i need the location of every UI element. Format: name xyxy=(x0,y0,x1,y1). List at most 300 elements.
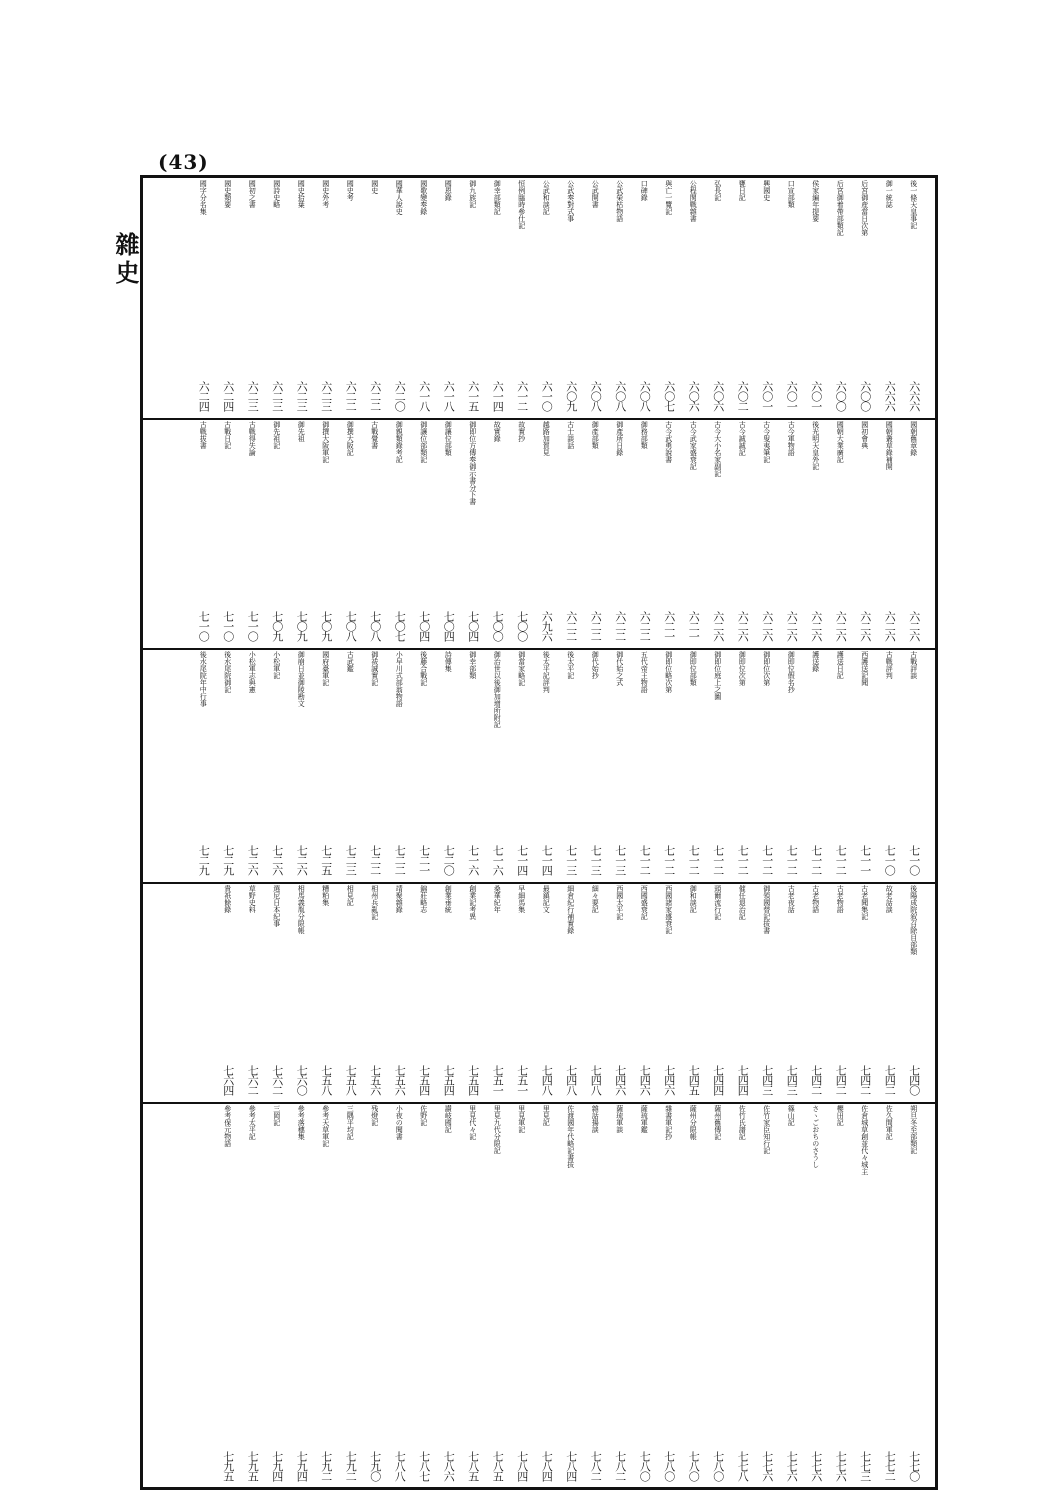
index-entry xyxy=(583,421,608,647)
entry-page-number: 七二九 xyxy=(197,845,211,875)
entry-title: 後太平記 xyxy=(566,651,575,679)
entry-title: 御即位次第 xyxy=(762,651,771,686)
index-entry xyxy=(461,885,486,1101)
entry-title: 國朝大業廣記 xyxy=(836,421,845,463)
index-entry xyxy=(706,421,731,647)
entry-page-number: 七一四 xyxy=(540,845,554,875)
index-entry xyxy=(240,651,265,881)
index-entry xyxy=(314,180,339,417)
index-entry xyxy=(828,651,853,881)
index-entry xyxy=(853,421,878,647)
entry-title: 參考天草軍記 xyxy=(321,1105,330,1147)
index-band xyxy=(144,421,934,647)
entry-title: 古今大小名家副記 xyxy=(713,421,722,477)
entry-page-number: 七二二 xyxy=(393,845,407,875)
entry-title: 御領國替記拔書 xyxy=(762,885,771,934)
index-entry xyxy=(706,651,731,881)
index-entry xyxy=(387,421,412,647)
entry-page-number: 六二三 xyxy=(295,381,309,411)
index-entry xyxy=(608,651,633,881)
entry-title: さヽごおちのさうし xyxy=(811,1105,820,1168)
entry-page-number: 七一二 xyxy=(687,845,701,875)
index-entry xyxy=(681,421,706,647)
entry-title: 國歌變奏錄 xyxy=(419,180,428,215)
index-entry xyxy=(387,1105,412,1487)
index-entry xyxy=(510,421,535,647)
index-entry xyxy=(338,180,363,417)
index-entry xyxy=(779,1105,804,1487)
entry-page-number: 六二三 xyxy=(319,381,333,411)
entry-title: 公武開書 xyxy=(591,180,600,208)
entry-page-number: 七〇八 xyxy=(344,611,358,641)
entry-title: 古今誠誠記 xyxy=(738,421,747,456)
index-entry xyxy=(191,180,216,417)
index-entry xyxy=(314,885,339,1101)
index-entry xyxy=(657,421,682,647)
entry-page-number: 七二六 xyxy=(270,845,284,875)
entry-title: 國朝舊章錄 xyxy=(909,421,918,456)
entry-page-number: 六〇一 xyxy=(809,381,823,411)
entry-page-number: 七八五 xyxy=(491,1451,505,1481)
entry-page-number: 七五六 xyxy=(393,1065,407,1095)
index-entry xyxy=(706,885,731,1101)
entry-title: 里見記 xyxy=(542,1105,551,1126)
entry-title: 古武鑑 xyxy=(346,651,355,672)
entry-title: 護送日記 xyxy=(836,651,845,679)
entry-page-number: 七一三 xyxy=(589,845,603,875)
entry-title: 古戰拔書 xyxy=(199,421,208,449)
entry-title: 御讓位部類記 xyxy=(419,421,428,463)
index-entry xyxy=(779,885,804,1101)
band-divider xyxy=(142,418,936,420)
index-entry xyxy=(755,1105,780,1487)
entry-title: 御一統誌 xyxy=(885,180,894,208)
entry-page-number: 六〇六 xyxy=(711,381,725,411)
index-entry xyxy=(559,180,584,417)
index-entry xyxy=(559,885,584,1101)
entry-title: 參考保元物語 xyxy=(223,1105,232,1147)
entry-title: 國恩錄 xyxy=(444,180,453,201)
index-band xyxy=(144,1105,934,1487)
index-entry xyxy=(657,885,682,1101)
index-entry xyxy=(681,180,706,417)
entry-page-number: 七二五 xyxy=(319,845,333,875)
entry-title: 讃岐國記 xyxy=(444,1105,453,1133)
index-entry xyxy=(681,1105,706,1487)
index-entry xyxy=(485,180,510,417)
index-entry xyxy=(338,421,363,647)
entry-title: 御祓誠實記 xyxy=(370,651,379,686)
index-entry xyxy=(583,885,608,1101)
index-entry xyxy=(436,1105,461,1487)
index-entry xyxy=(828,180,853,417)
index-entry xyxy=(730,651,755,881)
entry-page-number: 六二一 xyxy=(687,611,701,641)
entry-title: 相見記 xyxy=(346,885,355,906)
entry-page-number: 七一二 xyxy=(809,845,823,875)
index-entry xyxy=(657,651,682,881)
entry-page-number: 七八二 xyxy=(613,1451,627,1481)
entry-page-number: 六二二 xyxy=(613,611,627,641)
entry-title: 后宮御産當日次第 xyxy=(860,180,869,236)
entry-title: 創業記考異 xyxy=(468,885,477,920)
entry-title: 御產所日錄 xyxy=(615,421,624,456)
entry-page-number: 七五六 xyxy=(368,1065,382,1095)
entry-page-number: 六二六 xyxy=(907,611,921,641)
entry-title: 細々要記 xyxy=(591,885,600,913)
entry-title: 選尼日本紀事 xyxy=(272,885,281,927)
index-entry xyxy=(632,180,657,417)
entry-page-number: 七七六 xyxy=(809,1451,823,1481)
entry-page-number: 七一二 xyxy=(785,845,799,875)
index-entry xyxy=(436,651,461,881)
index-entry xyxy=(485,651,510,881)
entry-title: 御代始之式 xyxy=(615,651,624,686)
entry-page-number: 七〇七 xyxy=(393,611,407,641)
index-entry xyxy=(534,180,559,417)
entry-title: 五代帝王物語 xyxy=(640,651,649,693)
index-entry xyxy=(461,651,486,881)
index-entry xyxy=(510,1105,535,1487)
entry-title: 里見代々記 xyxy=(468,1105,477,1140)
section-title: 雜史 xyxy=(111,232,140,288)
entry-page-number: 六二六 xyxy=(760,611,774,641)
entry-title: 與亡一覽記 xyxy=(664,180,673,215)
entry-page-number: 七八〇 xyxy=(638,1451,652,1481)
entry-title: 薩琉軍談 xyxy=(615,1105,624,1133)
index-entry xyxy=(191,651,216,881)
entry-page-number: 七二六 xyxy=(295,845,309,875)
entry-page-number: 七九〇 xyxy=(368,1451,382,1481)
index-entry xyxy=(338,885,363,1101)
entry-title: 里見九代分限記 xyxy=(493,1105,502,1154)
entry-page-number: 七八〇 xyxy=(687,1451,701,1481)
entry-page-number: 六二一 xyxy=(662,611,676,641)
index-entry xyxy=(191,421,216,647)
index-entry xyxy=(534,885,559,1101)
entry-title: 最鎮記文 xyxy=(542,885,551,913)
index-entry xyxy=(240,885,265,1101)
index-entry xyxy=(755,421,780,647)
entry-title: 櫻田記 xyxy=(836,1105,845,1126)
entry-page-number: 七九二 xyxy=(319,1451,333,1481)
entry-page-number: 七四八 xyxy=(540,1065,554,1095)
index-entry xyxy=(608,885,633,1101)
index-entry xyxy=(314,1105,339,1487)
entry-title: 佐倉城草創並代々城主 xyxy=(860,1105,869,1175)
index-entry xyxy=(436,180,461,417)
entry-title: 古老聞集記 xyxy=(860,885,869,920)
entry-page-number: 七六二 xyxy=(246,1065,260,1095)
entry-page-number: 七〇九 xyxy=(270,611,284,641)
entry-page-number: 七九四 xyxy=(295,1451,309,1481)
entry-page-number: 六二四 xyxy=(197,381,211,411)
entry-page-number: 七五四 xyxy=(466,1065,480,1095)
index-entry xyxy=(289,1105,314,1487)
index-entry xyxy=(657,180,682,417)
index-entry xyxy=(804,421,829,647)
index-entry xyxy=(804,651,829,881)
entry-page-number: 七〇四 xyxy=(466,611,480,641)
entry-title: 佐久間軍記 xyxy=(885,1105,894,1140)
entry-title: 御幸部類 xyxy=(468,651,477,679)
entry-title: 弘長記 xyxy=(713,180,722,201)
entry-page-number: 七九五 xyxy=(246,1451,260,1481)
index-entry xyxy=(632,421,657,647)
entry-title: 糟粕集 xyxy=(321,885,330,906)
entry-title: 國史類要 xyxy=(223,180,232,208)
entry-page-number: 七二二 xyxy=(368,845,382,875)
entry-title: 國字分名集 xyxy=(199,180,208,215)
index-entry xyxy=(632,651,657,881)
index-entry xyxy=(314,421,339,647)
index-entry xyxy=(583,651,608,881)
entry-page-number: 七一四 xyxy=(515,845,529,875)
index-entry xyxy=(681,651,706,881)
index-entry xyxy=(681,885,706,1101)
entry-page-number: 六〇〇 xyxy=(858,381,872,411)
entry-page-number: 六二六 xyxy=(834,611,848,641)
entry-page-number: 七九五 xyxy=(221,1451,235,1481)
entry-page-number: 七五一 xyxy=(515,1065,529,1095)
entry-page-number: 六二〇 xyxy=(393,381,407,411)
entry-title: 古老夜話 xyxy=(787,885,796,913)
index-entry xyxy=(877,1105,902,1487)
index-entry xyxy=(363,885,388,1101)
index-entry xyxy=(240,180,265,417)
entry-title: 國初會典 xyxy=(860,421,869,449)
entry-page-number: 七〇〇 xyxy=(491,611,505,641)
index-entry xyxy=(902,1105,927,1487)
entry-page-number: 七〇九 xyxy=(319,611,333,641)
entry-page-number: 六二二 xyxy=(638,611,652,641)
entry-title: 國史外考 xyxy=(321,180,330,208)
index-entry xyxy=(853,180,878,417)
entry-title: 古戰評談 xyxy=(909,651,918,679)
index-entry xyxy=(902,180,927,417)
index-entry xyxy=(804,885,829,1101)
entry-page-number: 六〇八 xyxy=(638,381,652,411)
entry-title: 御即位方傳奏御示書分下書 xyxy=(468,421,477,505)
entry-title: 國朝叢草錄補開 xyxy=(885,421,894,470)
index-entry xyxy=(363,180,388,417)
index-entry xyxy=(706,180,731,417)
entry-title: 錦莊略志 xyxy=(419,885,428,913)
entry-page-number: 七八〇 xyxy=(662,1451,676,1481)
index-entry xyxy=(902,421,927,647)
index-entry xyxy=(387,885,412,1101)
entry-title: 佐竹家臣知行記 xyxy=(762,1105,771,1154)
index-entry xyxy=(730,1105,755,1487)
index-entry xyxy=(534,1105,559,1487)
entry-title: 御幸部類記 xyxy=(493,180,502,215)
entry-title: 西國盛衰記 xyxy=(640,885,649,920)
entry-page-number: 六二六 xyxy=(785,611,799,641)
entry-title: 國府臺軍記 xyxy=(321,651,330,686)
entry-title: 貴祇餘錄 xyxy=(223,885,232,913)
entry-title: 御即位次第 xyxy=(738,651,747,686)
index-band xyxy=(144,651,934,881)
index-entry xyxy=(289,180,314,417)
entry-title: 詩傳集 xyxy=(444,651,453,672)
index-entry xyxy=(265,421,290,647)
entry-page-number: 六六六 xyxy=(907,381,921,411)
entry-page-number: 七四六 xyxy=(613,1065,627,1095)
entry-page-number: 七七〇 xyxy=(907,1451,921,1481)
entry-title: 小早川式部翁物語 xyxy=(395,651,404,707)
entry-title: 御當家略記 xyxy=(517,651,526,686)
index-entry xyxy=(853,1105,878,1487)
index-band xyxy=(144,885,934,1101)
entry-page-number: 六〇二 xyxy=(736,381,750,411)
entry-title: 後水尾院御記 xyxy=(223,651,232,693)
entry-title: 御先祖記 xyxy=(272,421,281,449)
entry-title: 御產部類 xyxy=(591,421,600,449)
entry-page-number: 七四八 xyxy=(589,1065,603,1095)
index-entry xyxy=(902,651,927,881)
entry-title: 西國太平記 xyxy=(615,885,624,920)
entry-page-number: 七七六 xyxy=(760,1451,774,1481)
entry-page-number: 六六六 xyxy=(883,381,897,411)
entry-page-number: 七七三 xyxy=(858,1451,872,1481)
entry-title: 三岡記 xyxy=(272,1105,281,1126)
index-entry xyxy=(265,651,290,881)
entry-title: 後陽成院叙召除目部類 xyxy=(909,885,918,955)
entry-title: 后宮御着帶部類記 xyxy=(836,180,845,236)
index-entry xyxy=(828,1105,853,1487)
entry-title: 薩州分限帳 xyxy=(689,1105,698,1140)
index-entry xyxy=(583,1105,608,1487)
entry-page-number: 六二六 xyxy=(809,611,823,641)
entry-title: 侯家編年提要 xyxy=(811,180,820,222)
index-entry xyxy=(265,180,290,417)
index-entry xyxy=(363,421,388,647)
entry-title: 口宣部類 xyxy=(787,180,796,208)
page-number: (43) xyxy=(158,150,209,174)
index-band xyxy=(144,180,934,417)
entry-title: 御和談記 xyxy=(689,885,698,913)
entry-title: 頭爾流行記 xyxy=(713,885,722,920)
entry-title: 國華人說史 xyxy=(395,180,404,215)
entry-page-number: 七二一 xyxy=(417,845,431,875)
index-entry xyxy=(853,885,878,1101)
entry-title: 小松軍志與憲 xyxy=(248,651,257,693)
entry-title: 御即位部類 xyxy=(689,651,698,686)
entry-page-number: 六二六 xyxy=(883,611,897,641)
index-entry xyxy=(485,885,510,1101)
entry-page-number: 七〇四 xyxy=(417,611,431,641)
entry-page-number: 七八四 xyxy=(515,1451,529,1481)
index-entry xyxy=(338,651,363,881)
index-entry xyxy=(485,1105,510,1487)
entry-page-number: 七一三 xyxy=(564,845,578,875)
entry-page-number: 七八八 xyxy=(393,1451,407,1481)
index-entry xyxy=(289,651,314,881)
entry-page-number: 七七八 xyxy=(736,1451,750,1481)
index-entry xyxy=(559,1105,584,1487)
entry-title: 公武和談記 xyxy=(542,180,551,215)
entry-title: 後藤合戰記 xyxy=(419,651,428,686)
entry-title: 後一條天皇事記 xyxy=(909,180,918,229)
entry-page-number: 七一六 xyxy=(491,845,505,875)
entry-title: 西國諸家盛衰記 xyxy=(664,885,673,934)
entry-page-number: 六二六 xyxy=(736,611,750,641)
entry-page-number: 七四二 xyxy=(834,1065,848,1095)
entry-page-number: 七二〇 xyxy=(442,845,456,875)
entry-page-number: 七五四 xyxy=(442,1065,456,1095)
entry-page-number: 七九二 xyxy=(344,1451,358,1481)
entry-title: 古戰評判 xyxy=(885,651,894,679)
entry-page-number: 七八〇 xyxy=(711,1451,725,1481)
entry-page-number: 六〇八 xyxy=(589,381,603,411)
entry-title: 早細馬集 xyxy=(517,885,526,913)
entry-page-number: 七六〇 xyxy=(295,1065,309,1095)
entry-page-number: 七二六 xyxy=(246,845,260,875)
index-entry xyxy=(853,651,878,881)
entry-page-number: 六〇六 xyxy=(687,381,701,411)
entry-page-number: 七四〇 xyxy=(907,1065,921,1095)
entry-title: 後光明天皇外記 xyxy=(811,421,820,470)
index-entry xyxy=(387,651,412,881)
entry-title: 國史拾葉 xyxy=(297,180,306,208)
index-entry xyxy=(314,651,339,881)
entry-title: 故實抄 xyxy=(517,421,526,442)
entry-page-number: 七八六 xyxy=(442,1451,456,1481)
entry-title: 恒例臨時參仕記 xyxy=(517,180,526,229)
entry-title: 公程関戰雜書 xyxy=(689,180,698,222)
entry-page-number: 七八七 xyxy=(417,1451,431,1481)
entry-page-number: 六一〇 xyxy=(540,381,554,411)
entry-title: 甕日記 xyxy=(738,180,747,201)
entry-page-number: 七五四 xyxy=(417,1065,431,1095)
entry-title: 公武榮枯物語 xyxy=(615,180,624,222)
band-divider xyxy=(142,882,936,884)
index-entry xyxy=(755,651,780,881)
index-entry xyxy=(461,180,486,417)
index-entry xyxy=(657,1105,682,1487)
entry-page-number: 六一四 xyxy=(491,381,505,411)
entry-page-number: 七四六 xyxy=(662,1065,676,1095)
entry-page-number: 六〇一 xyxy=(760,381,774,411)
entry-page-number: 六二二 xyxy=(344,381,358,411)
entry-title: 御撰大阪軍記 xyxy=(321,421,330,463)
band-divider xyxy=(142,1102,936,1104)
index-entry xyxy=(730,180,755,417)
entry-title: 御務部類 xyxy=(640,421,649,449)
entry-page-number: 六〇九 xyxy=(564,381,578,411)
entry-title: 小松軍記 xyxy=(272,651,281,679)
entry-title: 參考太平記 xyxy=(248,1105,257,1140)
entry-page-number: 七八四 xyxy=(540,1451,554,1481)
entry-title: 公武奏對式事 xyxy=(566,180,575,222)
index-entry xyxy=(436,421,461,647)
entry-page-number: 六一二 xyxy=(515,381,529,411)
index-entry xyxy=(265,1105,290,1487)
index-entry xyxy=(289,421,314,647)
entry-title: 國詩史略 xyxy=(272,180,281,208)
band-divider xyxy=(142,648,936,650)
index-entry xyxy=(902,885,927,1101)
index-entry xyxy=(216,885,241,1101)
entry-page-number: 七一二 xyxy=(736,845,750,875)
index-entry xyxy=(338,1105,363,1487)
entry-title: 御先祖 xyxy=(297,421,306,442)
entry-page-number: 七一二 xyxy=(760,845,774,875)
entry-page-number: 六〇〇 xyxy=(834,381,848,411)
entry-page-number: 七一〇 xyxy=(246,611,260,641)
entry-title: 靖聚雜錄 xyxy=(395,885,404,913)
entry-title: 御撰大阪記 xyxy=(346,421,355,456)
